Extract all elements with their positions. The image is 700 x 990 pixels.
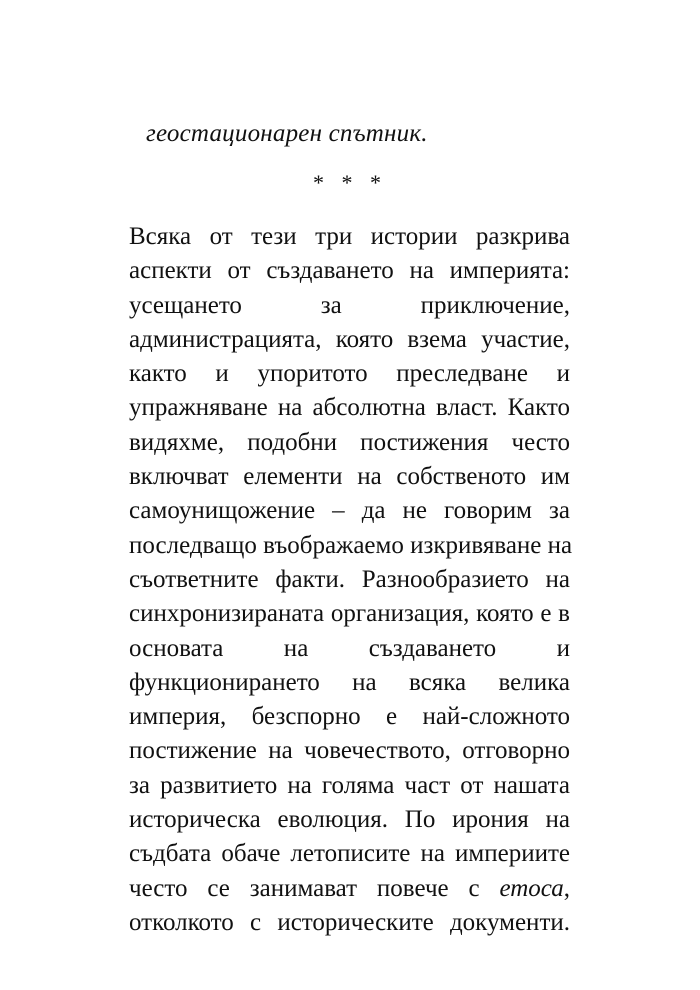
paragraph-line: съответните факти. Разнообразието на — [129, 565, 570, 593]
italic-word: етоса — [499, 874, 564, 902]
paragraph-line: включват елементи на собственото им — [129, 463, 570, 491]
paragraph-line: аспекти от създаването на империята: — [129, 257, 570, 285]
paragraph-line: администрацията, която взема участие, — [129, 325, 570, 353]
paragraph-line: съдбата обаче летописите на империите — [129, 840, 570, 868]
line-punctuation: , — [563, 874, 570, 902]
main-paragraph — [129, 220, 573, 940]
paragraph-line: упражняване на абсолютна власт. Както — [129, 394, 570, 422]
paragraph-line-with-italic — [129, 872, 570, 906]
section-separator: * * * — [313, 170, 387, 195]
paragraph-line: империя, безспорно е най-сложното — [129, 703, 570, 731]
paragraph-line: Всяка от тези три истории разкрива — [129, 223, 570, 250]
line-text: често се занимават повече с — [129, 874, 480, 902]
paragraph-final-line: отколкото с историческите документи. — [129, 908, 570, 936]
paragraph-line: синхронизираната организация, която е в — [129, 600, 570, 628]
lead-line: геостационарен спътник. — [146, 120, 428, 147]
paragraph-line: основата на създаването и — [129, 634, 570, 662]
paragraph-line: самоунищожение – да не говорим за — [129, 497, 570, 525]
paragraph-line: функционирането на всяка велика — [129, 668, 570, 696]
paragraph-line: както и упоритото преследване и — [129, 360, 570, 388]
paragraph-line: видяхме, подобни постижения често — [129, 428, 570, 456]
paragraph-line: усещането за приключение, — [129, 291, 570, 319]
paragraph-line: постижение на човечеството, отговорно — [129, 737, 570, 765]
paragraph-line: последващо въображаемо изкривяване на — [129, 531, 573, 559]
paragraph-line: историческа еволюция. По ирония на — [129, 806, 570, 834]
paragraph-line: за развитието на голяма част от нашата — [129, 771, 570, 799]
